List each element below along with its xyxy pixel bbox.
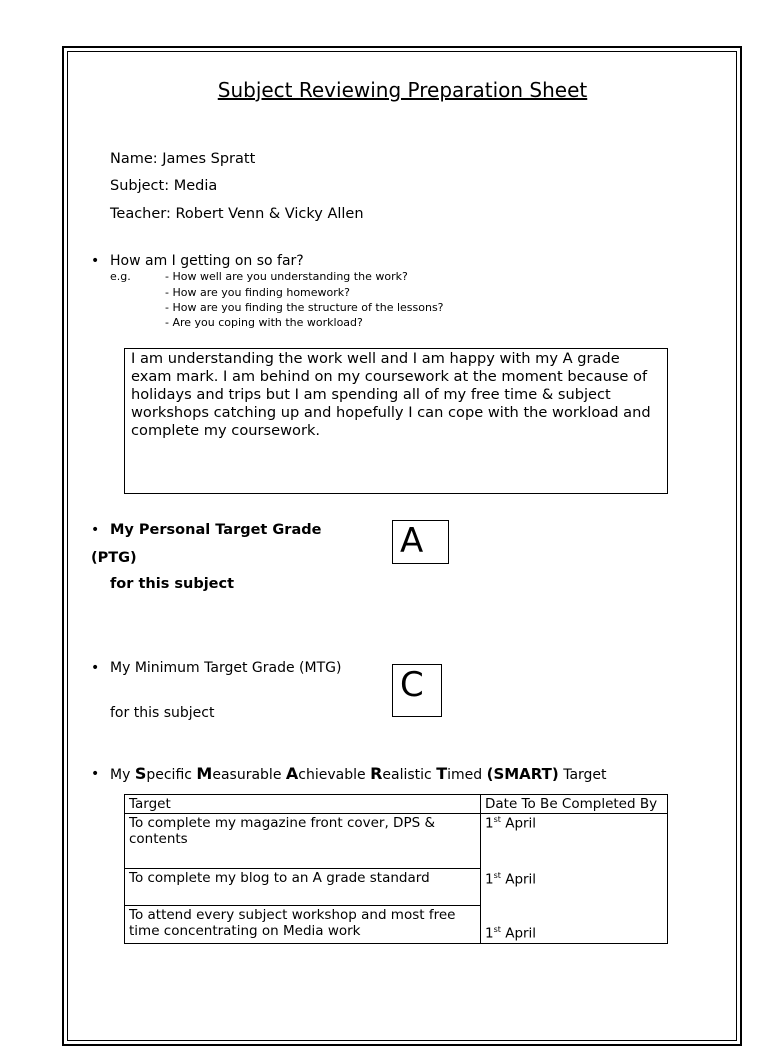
date-entry[interactable] [485, 871, 663, 925]
smart-word-rest: easurable [212, 767, 282, 783]
date-day: 1 [485, 871, 494, 888]
smart-initial-m: M [196, 764, 213, 783]
smart-initial-a: A [285, 764, 299, 783]
target-cell[interactable]: To complete my magazine front cover, DPS & contents [125, 814, 481, 869]
date-ordinal: st [493, 815, 501, 824]
date-month: April [505, 871, 537, 888]
target-cell[interactable]: To complete my blog to an A grade standard [125, 868, 481, 905]
prompt-item: - How are you finding the structure of the lessons? [165, 301, 444, 314]
progress-response-box[interactable] [124, 348, 668, 494]
page-title: Subject Reviewing Preparation Sheet [217, 78, 588, 102]
smart-acronym: (SMART) [486, 765, 559, 783]
prompt-item: - How well are you understanding the work? [165, 270, 408, 283]
bullet-icon: • [91, 660, 100, 676]
subject-line: Subject: Media [110, 178, 218, 194]
smart-suffix: Target [563, 767, 607, 783]
smart-word-rest: imed [447, 767, 483, 783]
table-header-row [125, 795, 668, 814]
smart-prefix: My [110, 767, 131, 783]
smart-word-rest: pecific [146, 767, 192, 783]
bullet-icon: • [91, 253, 100, 269]
smart-target-table [124, 794, 668, 944]
date-ordinal: st [493, 871, 501, 880]
smart-word-rest: chievable [298, 767, 366, 783]
header-target: Target [125, 795, 481, 814]
prompt-item: - Are you coping with the workload? [165, 316, 363, 329]
ptg-abbrev: (PTG) [91, 550, 137, 566]
name-line: Name: James Spratt [110, 151, 256, 167]
date-month: April [505, 925, 537, 942]
ptg-grade-box[interactable] [392, 520, 449, 564]
date-day: 1 [485, 815, 494, 832]
date-entry[interactable] [485, 925, 663, 942]
bullet-icon: • [91, 766, 100, 782]
header-date: Date To Be Completed By [481, 795, 668, 814]
date-cell [481, 814, 668, 944]
target-cell[interactable]: To attend every subject workshop and most free time concentrating on Media work [125, 906, 481, 943]
mtg-label: My Minimum Target Grade (MTG) [110, 660, 342, 676]
ptg-subject-label: for this subject [110, 576, 235, 592]
mtg-subject-label: for this subject [110, 705, 215, 721]
mtg-grade-box[interactable] [392, 664, 442, 717]
ptg-grade: A [400, 521, 424, 561]
smart-word-rest: ealistic [382, 767, 432, 783]
smart-heading [110, 764, 607, 783]
prompt-item: - How are you finding homework? [165, 286, 350, 299]
eg-label: e.g. [110, 270, 131, 283]
teacher-line: Teacher: Robert Venn & Vicky Allen [110, 206, 364, 222]
date-day: 1 [485, 925, 494, 942]
table-row [125, 814, 668, 869]
ptg-label: My Personal Target Grade [110, 522, 322, 538]
smart-initial-s: S [134, 764, 147, 783]
progress-heading: How am I getting on so far? [110, 253, 304, 269]
smart-initial-t: T [436, 764, 448, 783]
bullet-icon: • [91, 522, 100, 538]
progress-response-text: I am understanding the work well and I am happy with my A grade exam mark. I am behind on my coursework at the moment because of holidays and trips but I am spending all of my free time & subject workshops catching up and hopefully I can cope with the workload and complete my coursework. [131, 350, 651, 439]
date-month: April [505, 815, 537, 832]
smart-initial-r: R [370, 764, 383, 783]
date-ordinal: st [493, 925, 501, 934]
date-entry[interactable] [485, 815, 663, 871]
mtg-grade: C [400, 665, 424, 705]
